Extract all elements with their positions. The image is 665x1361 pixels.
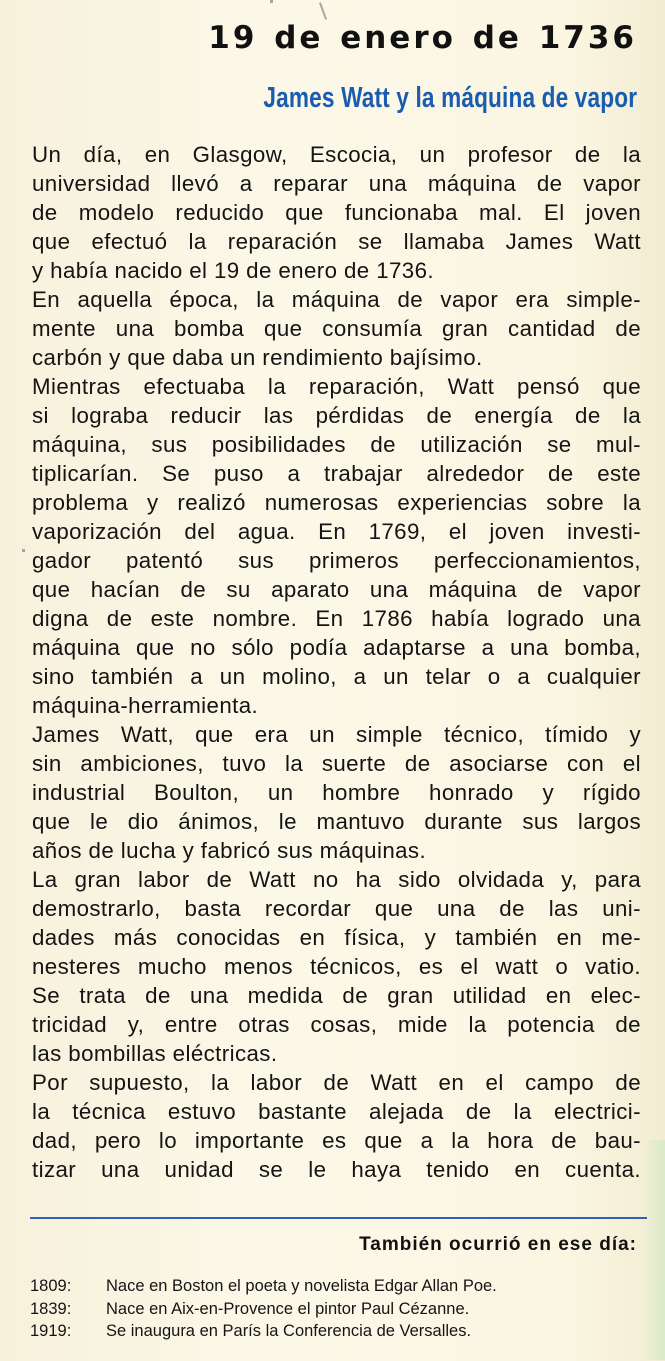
article-line: máquina-herramienta. bbox=[32, 693, 259, 718]
article-line: Por supuesto, la labor de Watt en el campo de bbox=[32, 1070, 641, 1095]
article-line: que le dio ánimos, le mantuvo durante sus largos bbox=[32, 809, 641, 834]
article-line: y había nacido el 19 de enero de 1736. bbox=[32, 258, 434, 283]
event-text: Se inaugura en París la Conferencia de Versalles. bbox=[106, 1322, 472, 1340]
article-line: nesteres mucho menos técnicos, es el watt o vatio. bbox=[32, 954, 641, 979]
also-happened-heading: También ocurrió en ese día: bbox=[359, 1234, 637, 1255]
article-line: que hacían de su aparato una máquina de vapor bbox=[32, 577, 641, 602]
article-line: mente una bomba que consumía gran cantidad de bbox=[32, 316, 641, 341]
section-divider bbox=[30, 1217, 647, 1219]
event-year: 1839: bbox=[30, 1299, 72, 1318]
event-text: Nace en Aix-en-Provence el pintor Paul Cézanne. bbox=[106, 1299, 470, 1318]
article-line: Un día, en Glasgow, Escocia, un profesor de la bbox=[32, 142, 641, 167]
article-line: sino también a un molino, a un telar o a cualquier bbox=[32, 664, 641, 689]
article-line: James Watt, que era un simple técnico, tímido y bbox=[32, 722, 641, 747]
event-item bbox=[30, 1275, 650, 1298]
paper-speck bbox=[270, 0, 273, 3]
article-subtitle: James Watt y la máquina de vapor bbox=[263, 82, 637, 114]
event-text: Nace en Boston el poeta y novelista Edgar Allan Poe. bbox=[106, 1277, 497, 1295]
paper-speck bbox=[22, 549, 25, 552]
article-line: industrial Boulton, un hombre honrado y rígido bbox=[32, 780, 641, 805]
article-line: dad, pero lo importante es que a la hora de bau- bbox=[32, 1128, 641, 1153]
article-line: las bombillas eléctricas. bbox=[32, 1041, 278, 1066]
event-item bbox=[30, 1320, 650, 1343]
article-line: que efectuó la reparación se llamaba James Watt bbox=[32, 229, 641, 254]
article-line: carbón y que daba un rendimiento bajísimo. bbox=[32, 345, 483, 370]
article-line: Se trata de una medida de gran utilidad en elec- bbox=[32, 983, 641, 1008]
article-line: tiplicarían. Se puso a trabajar alrededor de este bbox=[32, 461, 641, 486]
page-title: 19 de enero de 1736 bbox=[208, 20, 637, 56]
article-line: digna de este nombre. En 1786 había logrado una bbox=[32, 606, 641, 631]
article-line: máquina, sus posibilidades de utilización se mul- bbox=[32, 432, 641, 457]
events-list bbox=[30, 1275, 650, 1343]
article-line: universidad llevó a reparar una máquina de vapor bbox=[32, 171, 641, 196]
article-line: La gran labor de Watt no ha sido olvidada y, para bbox=[32, 867, 641, 892]
article-line: En aquella época, la máquina de vapor era simple- bbox=[32, 287, 641, 312]
article-line: demostrarlo, basta recordar que una de las uni- bbox=[32, 896, 641, 921]
article-line: vaporización del agua. En 1769, el joven investi- bbox=[32, 519, 641, 544]
article-line: años de lucha y fabricó sus máquinas. bbox=[32, 838, 427, 863]
article-line: gador patentó sus primeros perfeccionamientos, bbox=[32, 548, 641, 573]
article-body bbox=[32, 140, 641, 1184]
article-line: si lograba reducir las pérdidas de energía de la bbox=[32, 403, 641, 428]
event-year: 1809: bbox=[30, 1277, 72, 1295]
article-line: tricidad y, entre otras cosas, mide la potencia de bbox=[32, 1012, 641, 1037]
article-line: de modelo reducido que funcionaba mal. El joven bbox=[32, 200, 641, 225]
article-line: la técnica estuvo bastante alejada de la electrici- bbox=[32, 1099, 641, 1124]
article-line: Mientras efectuaba la reparación, Watt pensó que bbox=[32, 374, 641, 399]
paper-speck bbox=[319, 2, 327, 20]
article-line: tizar una unidad se le haya tenido en cuenta. bbox=[32, 1157, 641, 1182]
article-line: sin ambiciones, tuvo la suerte de asociarse con el bbox=[32, 751, 641, 776]
article-line: dades más conocidas en física, y también en me- bbox=[32, 925, 641, 950]
article-line: máquina que no sólo podía adaptarse a una bomba, bbox=[32, 635, 641, 660]
event-year: 1919: bbox=[30, 1322, 72, 1340]
event-item bbox=[30, 1298, 650, 1321]
article-line: problema y realizó numerosas experiencias sobre la bbox=[32, 490, 641, 515]
